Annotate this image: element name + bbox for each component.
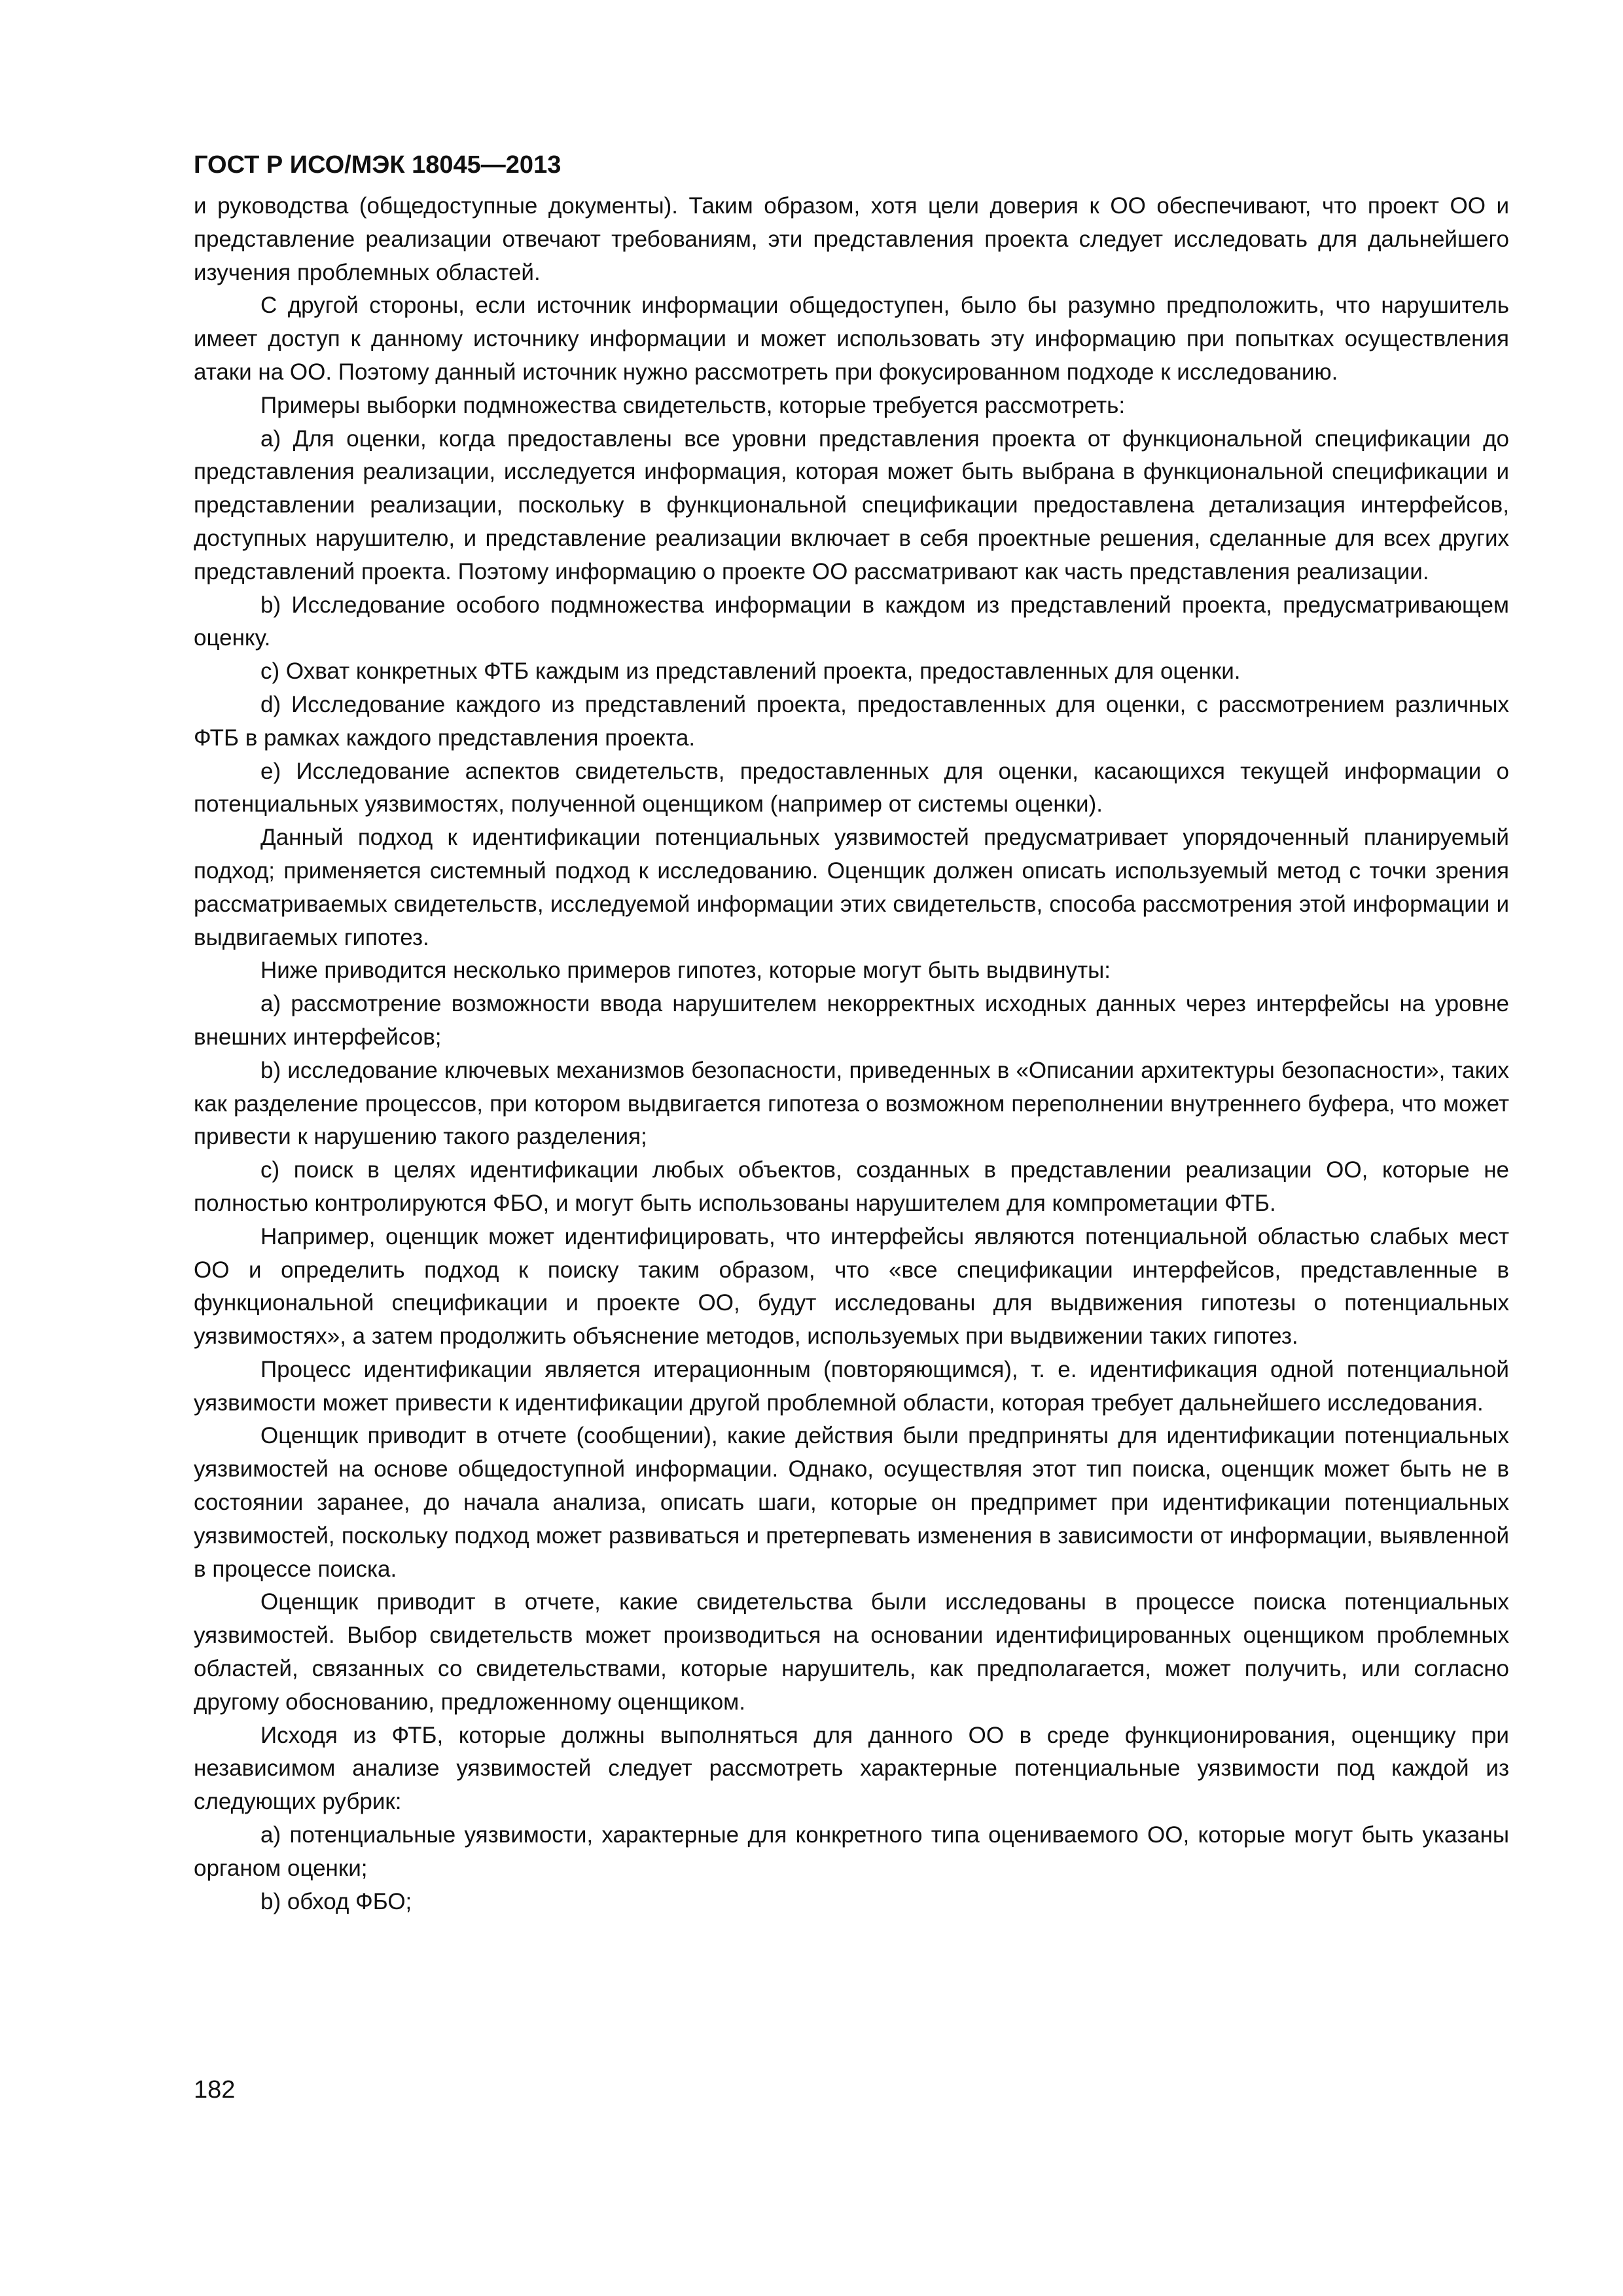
- list-item: a) рассмотрение возможности ввода нарушителем некорректных исходных данных через интерфейсы на уровне внешних интерфейсов;: [194, 991, 1509, 1050]
- list-item: d) Исследование каждого из представлений проекта, предоставленных для оценки, с рассмотрением различных ФТБ в рамках каждого представления проекта.: [194, 691, 1509, 751]
- list-item: a) Для оценки, когда предоставлены все уровни представления проекта от функциональной спецификации до представления реализации, исследуется информация, которая может быть выбрана в функциональной спецификации и представлении реализации, поскольку в функциональной спецификации предоставлена детализация интерфейсов, доступных нарушителю, и представление реализации включает в себя проектные решения, сделанные для всех других представлений проекта. Поэтому информацию о проекте ОО рассматривают как часть представления реализации.: [194, 425, 1509, 584]
- list-item: b) обход ФБО;: [260, 1888, 412, 1914]
- paragraph: Данный подход к идентификации потенциальных уязвимостей предусматривает упорядоченный планируемый подход; применяется системный подход к исследованию. Оценщик должен описать используемый метод с точки зрения рассматриваемых свидетельств, исследуемой информации этих свидетельств, способа рассмотрения этой информации и выдвигаемых гипотез.: [194, 825, 1509, 950]
- document-header: ГОСТ Р ИСО/МЭК 18045—2013: [194, 151, 562, 179]
- paragraph: и руководства (общедоступные документы). Таким образом, хотя цели доверия к ОО обеспечивают, что проект ОО и представление реализации отвечают требованиям, эти представления проекта следует исследовать для дальнейшего изучения проблемных областей.: [194, 193, 1509, 285]
- paragraph: Ниже приводится несколько примеров гипотез, которые могут быть выдвинуты:: [260, 958, 1111, 984]
- paragraph: С другой стороны, если источник информации общедоступен, было бы разумно предположить, что нарушитель имеет доступ к данному источнику информации и может использовать эту информацию при попытках осуществления атаки на ОО. Поэтому данный источник нужно рассмотреть при фокусированном подходе к исследованию.: [194, 293, 1509, 385]
- list-item: c) Охват конкретных ФТБ каждым из представлений проекта, предоставленных для оценки.: [260, 658, 1241, 685]
- paragraph: Например, оценщик может идентифицировать, что интерфейсы являются потенциальной областью слабых мест ОО и определить подход к поиску таким образом, что «все спецификации интерфейсов, представленные в функциональной спецификации и проекте ОО, будут исследованы для выдвижения гипотезы о потенциальных уязвимостях», а затем продолжить объяснение методов, используемых при выдвижении таких гипотез.: [194, 1223, 1509, 1350]
- paragraph: Исходя из ФТБ, которые должны выполняться для данного ОО в среде функционирования, оценщику при независимом анализе уязвимостей следует рассмотреть характерные потенциальные уязвимости под каждой из следующих рубрик:: [194, 1722, 1509, 1815]
- list-item: b) исследование ключевых механизмов безопасности, приведенных в «Описании архитектуры безопасности», таких как разделение процессов, при котором выдвигается гипотеза о возможном переполнении внутреннего буфера, что может привести к нарушению такого разделения;: [194, 1057, 1509, 1150]
- paragraph: Примеры выборки подмножества свидетельств, которые требуется рассмотреть:: [260, 392, 1126, 418]
- paragraph: Процесс идентификации является итерационным (повторяющимся), т. е. идентификация одной потенциальной уязвимости может привести к идентификации другой проблемной области, которая требует дальнейшего исследования.: [194, 1356, 1509, 1416]
- list-item: c) поиск в целях идентификации любых объектов, созданных в представлении реализации ОО, которые не полностью контролируются ФБО, и могут быть использованы нарушителем для компрометации ФТБ.: [194, 1157, 1509, 1216]
- page-number: 182: [194, 2076, 236, 2104]
- paragraph: Оценщик приводит в отчете (сообщении), какие действия были предприняты для идентификации потенциальных уязвимостей на основе общедоступной информации. Однако, осуществляя этот тип поиска, оценщик может быть не в состоянии заранее, до начала анализа, описать шаги, которые он предпримет при идентификации потенциальных уязвимостей, поскольку подход может развиваться и претерпевать изменения в зависимости от информации, выявленной в процессе поиска.: [194, 1423, 1509, 1582]
- paragraph: Оценщик приводит в отчете, какие свидетельства были исследованы в процессе поиска потенциальных уязвимостей. Выбор свидетельств может производиться на основании идентифицированных оценщиком проблемных областей, связанных со свидетельствами, которые нарушитель, как предполагается, может получить, или согласно другому обоснованию, предложенному оценщиком.: [194, 1589, 1509, 1715]
- document-body: [194, 190, 1509, 1918]
- document-page: [194, 145, 1509, 1918]
- list-item: b) Исследование особого подмножества информации в каждом из представлений проекта, предусматривающем оценку.: [194, 592, 1509, 651]
- list-item: a) потенциальные уязвимости, характерные для конкретного типа оцениваемого ОО, которые могут быть указаны органом оценки;: [194, 1822, 1509, 1881]
- list-item: e) Исследование аспектов свидетельств, предоставленных для оценки, касающихся текущей информации о потенциальных уязвимостях, полученной оценщиком (например от системы оценки).: [194, 758, 1509, 817]
